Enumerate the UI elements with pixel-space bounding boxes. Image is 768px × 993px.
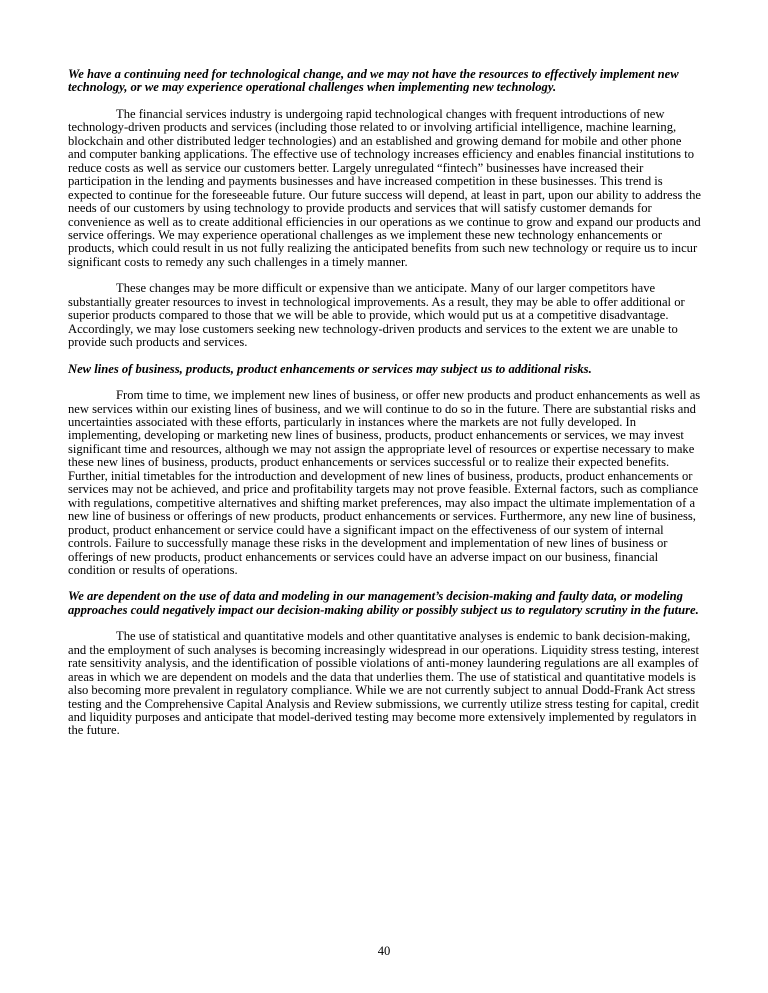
risk-heading-data-modeling: We are dependent on the use of data and modeling in our management’s decision-making and faulty data, or modeling approaches could negatively impact our decision-making ability or possibly subject us to regulatory scrutiny in the future. — [68, 589, 699, 617]
risk-heading-technology-change: We have a continuing need for technological change, and we may not have the resources to effectively implement new technology, or we may experience operational challenges when implementing new technology. — [68, 67, 679, 95]
body-paragraph-fintech-trends: The financial services industry is undergoing rapid technological changes with frequent introductions of new technology-driven products and services (including those related to or involving artificial intelligence, machine learning, blockchain and other distributed ledger technologies) and an established and growing demand for mobile and other phone and computer banking applications. The effective use of technology increases efficiency and enables financial institutions to reduce costs as well as service our customers better. Largely unregulated “fintech” businesses have increased their participation in the lending and payments businesses and have increased competition in these businesses. This trend is expected to continue for the foreseeable future. Our future success will depend, at least in part, upon our ability to address the needs of our customers by using technology to provide products and services that will satisfy customer demands for convenience as well as to create additional efficiencies in our operations as we continue to grow and expand our products and service offerings. We may experience operational challenges as we implement these new technology enhancements or products, which could result in us not fully realizing the anticipated benefits from such new technology or require us to incur significant costs to remedy any such challenges in a timely manner. — [68, 106, 701, 269]
risk-heading-new-lines-of-business: New lines of business, products, product enhancements or services may subject us to additional risks. — [68, 361, 592, 376]
page-number: 40 — [377, 944, 391, 958]
body-paragraph-competitor-resources: These changes may be more difficult or expensive than we anticipate. Many of our larger competitors have substantially greater resources to invest in technological improvements. As a result, they may be able to offer additional or superior products compared to those that we will be able to provide, which would put us at a competitive disadvantage. Accordingly, we may lose customers seeking new technology-driven products and services to the extent we are unable to provide such products and services. — [68, 281, 685, 350]
body-paragraph-new-business-risks: From time to time, we implement new lines of business, or offer new products and product enhancements as well as new services within our existing lines of business, and we will continue to do so in the future. There are substantial risks and uncertainties associated with these efforts, particularly in instances where the markets are not fully developed. In implementing, developing or marketing new lines of business, products, product enhancements or services, we may invest significant time and resources, although we may not assign the appropriate level of resources or expertise necessary to make these new lines of business, products, product enhancements or services successful or to realize their expected benefits. Further, initial timetables for the introduction and development of new lines of business, products, product enhancements or services may not be achieved, and price and profitability targets may not prove feasible. External factors, such as compliance with regulations, competitive alternatives and shifting market preferences, may also impact the ultimate implementation of a new line of business or offerings of new products, product enhancements or services. Furthermore, any new line of business, product, product enhancement or service could have a significant impact on the effectiveness of our system of internal controls. Failure to successfully manage these risks in the development and implementation of new lines of business or offerings of new products, product enhancements or services could have an adverse impact on our business, financial condition or results of operations. — [68, 388, 701, 577]
document-body — [68, 68, 702, 751]
body-paragraph-statistical-models: The use of statistical and quantitative models and other quantitative analyses is endemic to bank decision-making, and the employment of such analyses is becoming increasingly widespread in our operations. Liquidity stress testing, interest rate sensitivity analysis, and the identification of possible violations of anti-money laundering regulations are all examples of areas in which we are dependent on models and the data that underlies them. The use of statistical and quantitative models is also becoming more prevalent in regulatory compliance. While we are not currently subject to annual Dodd-Frank Act stress testing and the Comprehensive Capital Analysis and Review submissions, we currently utilize stress testing for capital, credit and liquidity purposes and anticipate that model-derived testing may become more extensively implemented by regulators in the future. — [68, 629, 699, 738]
